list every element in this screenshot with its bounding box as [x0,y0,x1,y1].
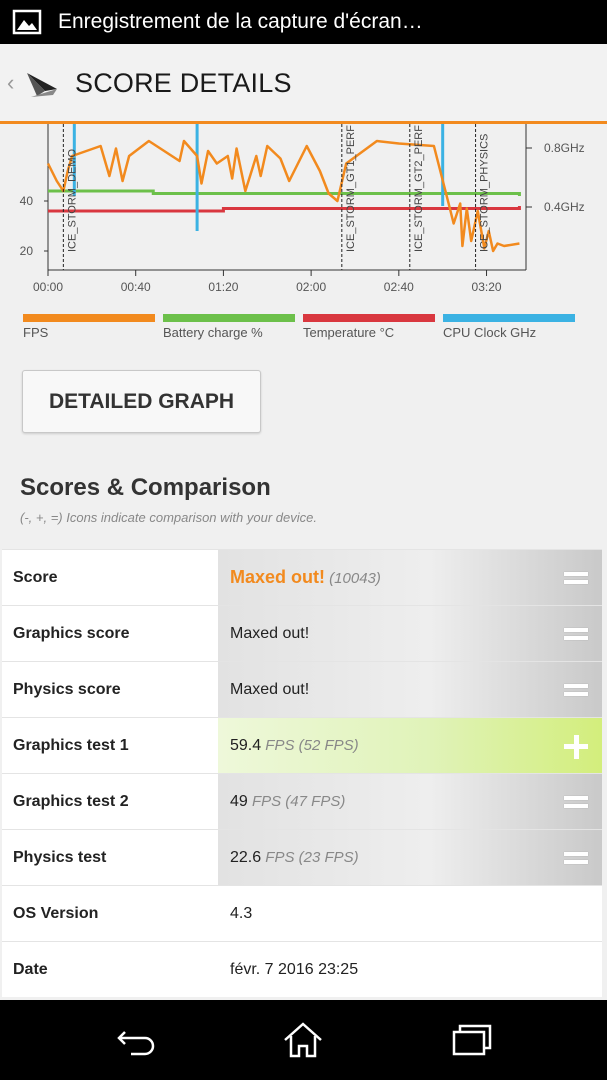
row-value-cell [218,550,602,605]
row-label: OS Version [13,905,99,922]
performance-chart [0,124,607,314]
legend-item [303,314,435,340]
row-value: 22.6 FPS (23 FPS) [230,849,359,866]
status-bar [0,0,607,44]
row-value-cell [218,718,602,773]
notification-text: Enregistrement de la capture d'écran… [58,10,423,33]
row-value: Maxed out! [230,681,310,698]
row-value-cell [218,774,602,829]
legend-swatch [303,314,435,322]
y-tick-label: 40 [19,194,33,208]
section-subtitle: (-, +, =) Icons indicate comparison with your device. [20,510,317,525]
equal-icon [564,847,588,869]
x-tick-label: 01:20 [208,280,239,294]
recents-icon[interactable] [450,1018,494,1062]
section-title: Scores & Comparison [20,474,271,501]
equal-icon [564,679,588,701]
image-icon [12,9,42,35]
row-value: Maxed out! [230,625,310,642]
table-row [2,605,602,661]
content-area[interactable] [0,124,607,1000]
x-tick-label: 00:40 [120,280,151,294]
legend-swatch [163,314,295,322]
table-row [2,661,602,717]
row-label: Graphics test 2 [13,793,129,810]
legend-label: Battery charge % [163,325,263,340]
page-title: SCORE DETAILS [75,67,292,98]
row-label: Graphics score [13,625,130,642]
chart-legend [0,314,607,344]
table-row [2,549,602,605]
scores-table [2,549,602,997]
equal-icon [564,623,588,645]
row-value-cell [218,886,602,941]
table-row [2,885,602,941]
row-label: Graphics test 1 [13,737,129,754]
detailed-graph-button[interactable]: DETAILED GRAPH [22,370,261,433]
back-icon[interactable] [113,1018,157,1062]
legend-item [163,314,295,340]
x-tick-label: 02:00 [296,280,327,294]
battery-series [48,191,519,196]
nav-bar [0,1000,607,1080]
row-label: Date [13,961,48,978]
chevron-left-icon[interactable]: ‹ [7,70,15,95]
row-value: févr. 7 2016 23:25 [230,961,359,978]
legend-item [443,314,575,340]
x-tick-label: 00:00 [32,280,64,294]
y-tick-label: 20 [19,244,33,258]
row-label: Physics score [13,681,121,698]
legend-label: Temperature °C [303,325,395,340]
row-label: Physics test [13,849,107,866]
y-right-tick-label: 0.8GHz [544,141,585,155]
3dmark-logo-icon[interactable] [23,63,63,103]
equal-icon [564,791,588,813]
x-tick-label: 03:20 [471,280,502,294]
table-row [2,941,602,997]
legend-label: FPS [23,325,49,340]
row-value: Maxed out! (10043) [230,567,381,587]
row-label: Score [13,569,58,586]
equal-icon [564,567,588,589]
home-icon[interactable] [281,1018,325,1062]
marker-label: ICE_STORM_GT1_PERF [344,125,357,252]
marker-label: ICE_STORM_DEMO [66,148,79,252]
row-value-cell [218,606,602,661]
table-row [2,717,602,773]
marker-label: ICE_STORM_GT2_PERF [412,125,425,252]
row-value-cell [218,830,602,885]
row-value: 59.4 FPS (52 FPS) [230,737,359,754]
row-value-cell [218,662,602,717]
marker-label: ICE_STORM_PHYSICS [478,133,491,252]
fps-series [48,141,519,251]
legend-item [23,314,155,340]
row-value: 49 FPS (47 FPS) [230,793,346,810]
app-bar [0,44,607,122]
y-right-tick-label: 0.4GHz [544,200,585,214]
row-value-cell [218,942,602,997]
legend-swatch [443,314,575,322]
table-row [2,829,602,885]
row-value: 4.3 [230,905,253,922]
x-tick-label: 02:40 [383,280,414,294]
legend-label: CPU Clock GHz [443,325,537,340]
legend-swatch [23,314,155,322]
plus-icon [564,735,588,757]
table-row [2,773,602,829]
